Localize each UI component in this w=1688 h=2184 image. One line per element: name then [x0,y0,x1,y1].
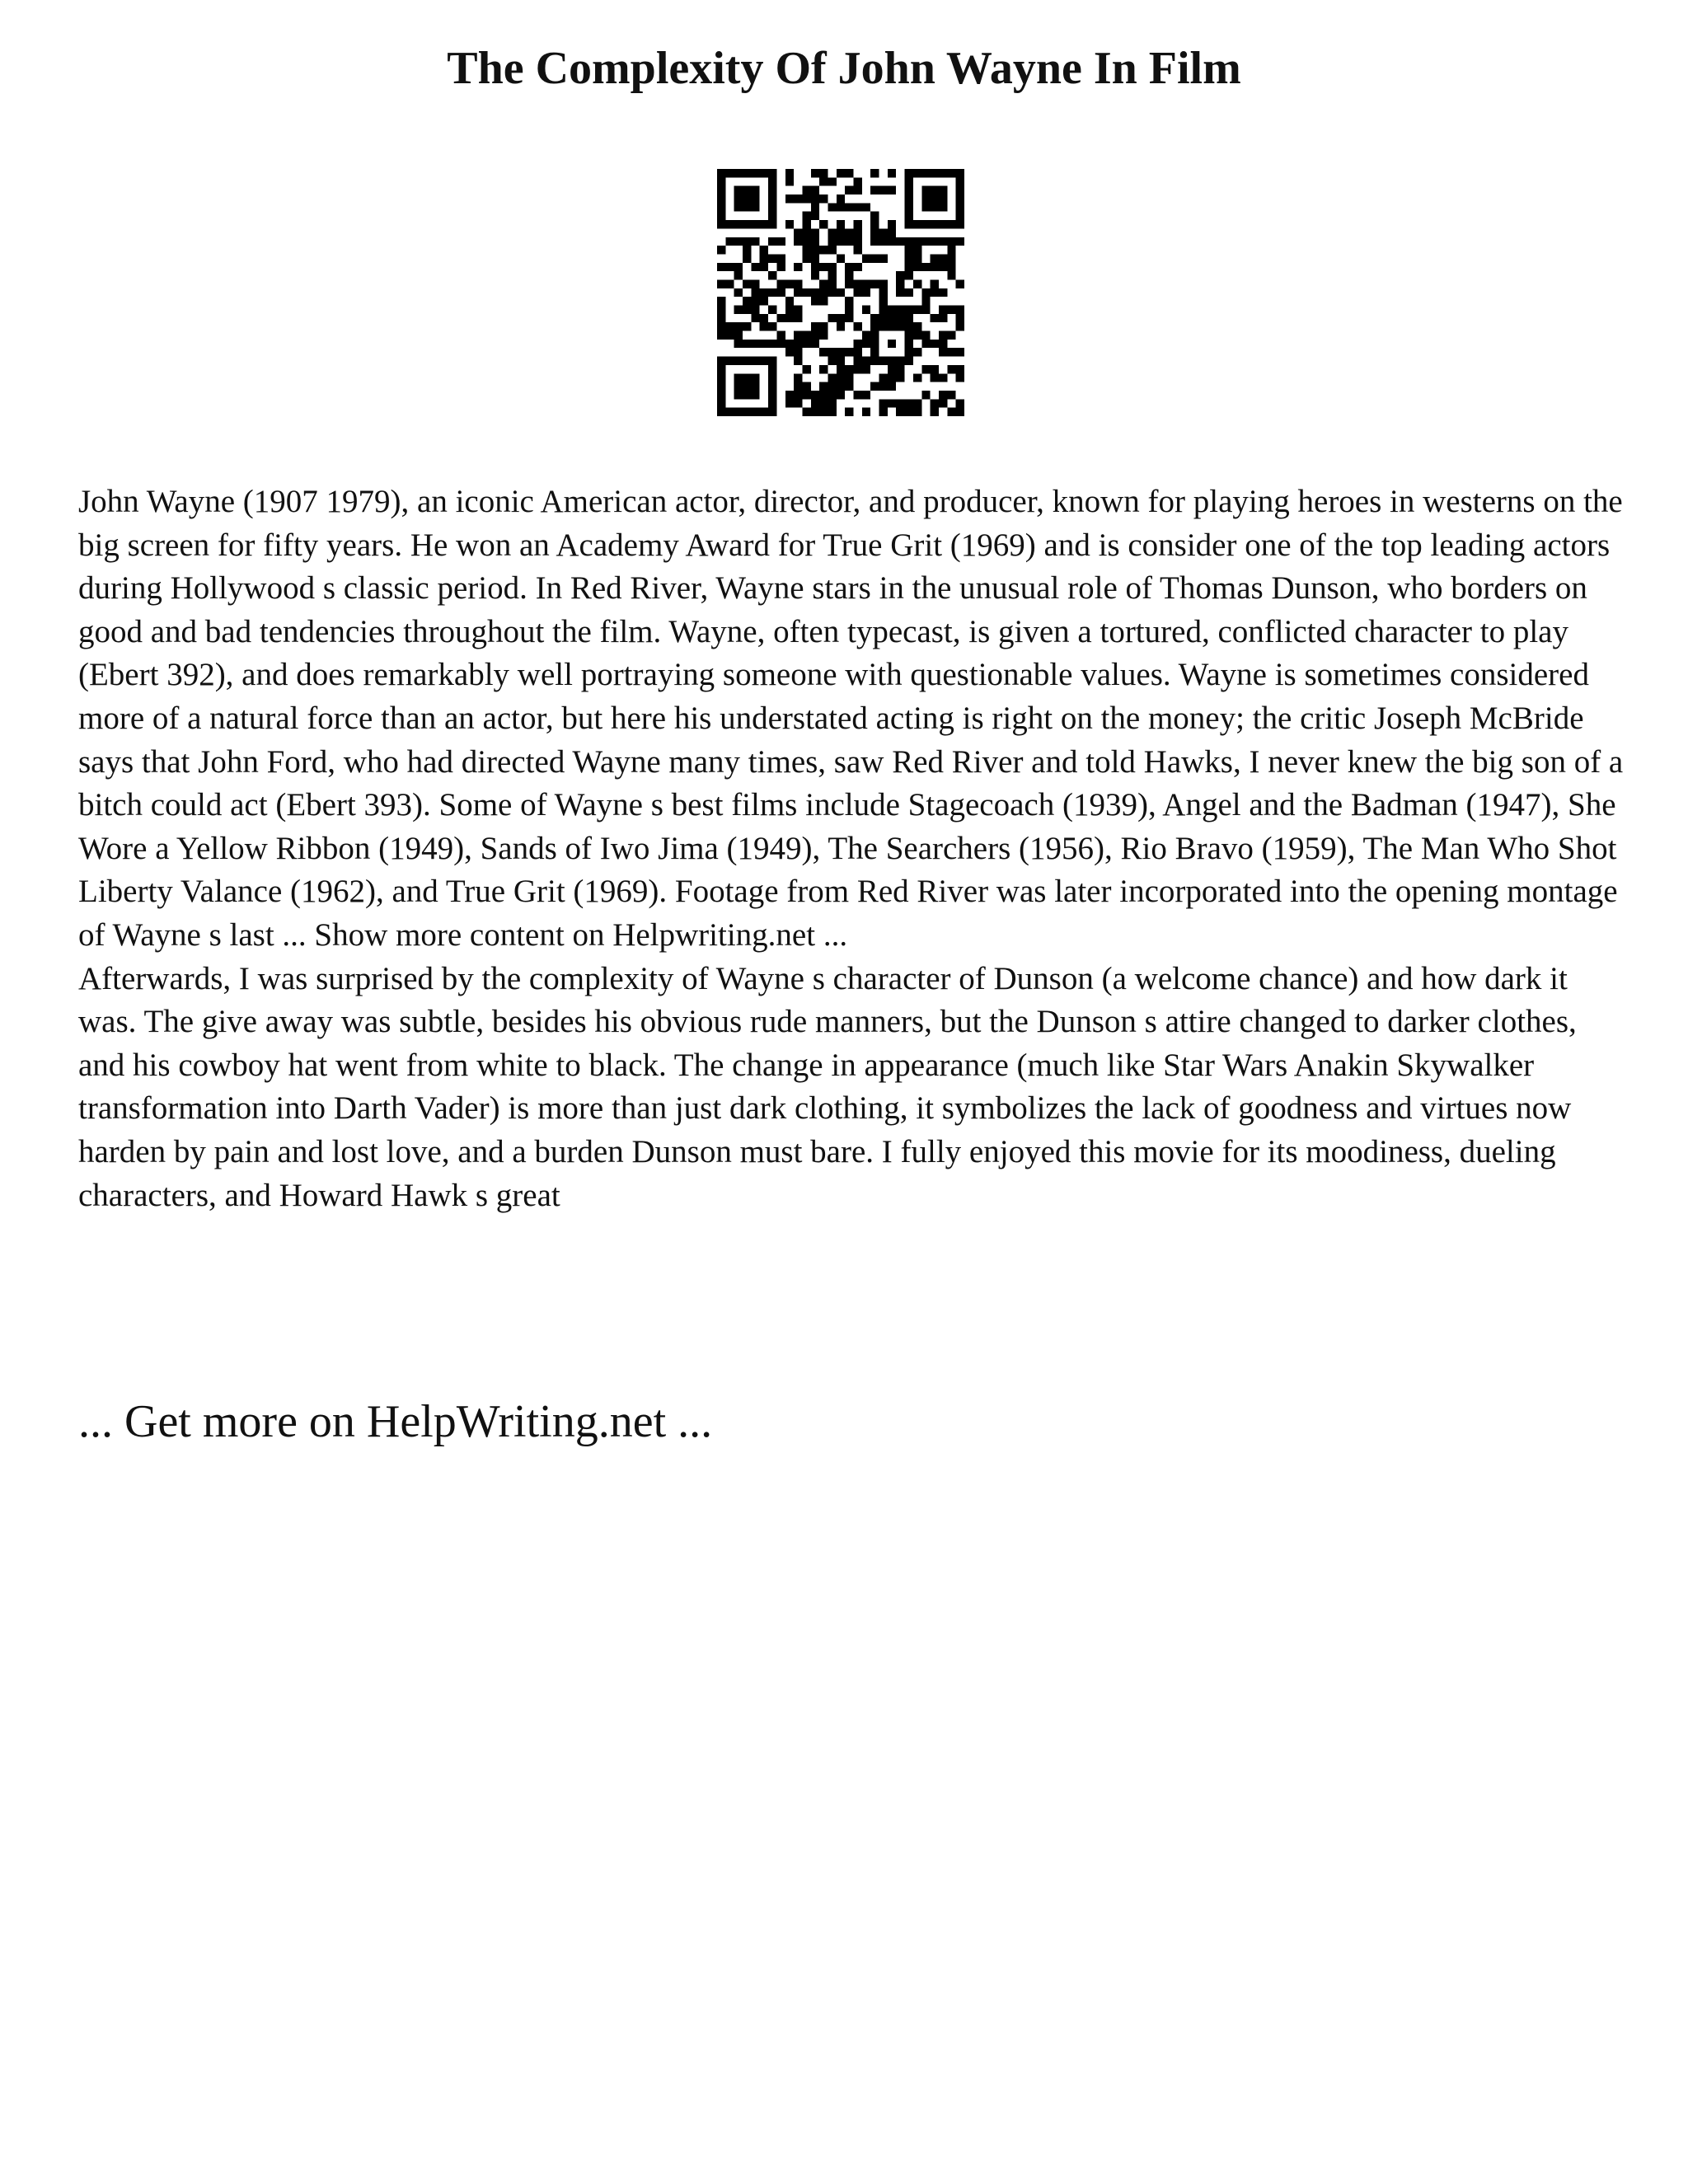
article-paragraph-1: John Wayne (1907 1979), an iconic American actor, director, and producer, known for playing heroes in westerns on the big screen for fifty years. He won an Academy Award for True Grit (1969) and is consider one of the top leading actors during Hollywood s classic period. In Red River, Wayne stars in the unusual role of Thomas Dunson, who borders on good and bad tendencies throughout the film. Wayne, often typecast, is given a tortured, conflicted character to play (Ebert 392), and does remarkably well portraying someone with questionable values. Wayne is sometimes considered more of a natural force than an actor, but here his understated acting is right on the money; the critic Joseph McBride says that John Ford, who had directed Wayne many times, saw Red River and told Hawks, I never knew the big son of a bitch could act (Ebert 393). Some of Wayne s best films include Stagecoach (1939), Angel and the Badman (1947), She Wore a Yellow Ribbon (1949), Sands of Iwo Jima (1949), The Searchers (1956), Rio Bravo (1959), The Man Who Shot Liberty Valance (1962), and True Grit (1969). Footage from Red River was later incorporated into the opening montage of Wayne s last ... Show more content on Helpwriting.net ... [78,484,1624,953]
article-paragraph-2: Afterwards, I was surprised by the complexity of Wayne s character of Dunson (a welcome chance) and how dark it was. The give away was subtle, besides his obvious rude manners, but the Dunson s attire changed to darker clothes, and his cowboy hat went from white to black. The change in appearance (much like Star Wars Anakin Skywalker transformation into Darth Vader) is more than just dark clothing, it symbolizes the lack of goodness and virtues now harden by pain and lost love, and a burden Dunson must bare. I fully enjoyed this movie for its moodiness, dueling characters, and Howard Hawk s great [78,960,1577,1213]
article-body [78,480,1628,1217]
qr-code-graphic [717,169,964,416]
page-title: The Complexity Of John Wayne In Film [447,43,1241,94]
get-more-link[interactable]: ... Get more on HelpWriting.net ... [78,1396,713,1447]
qr-code-icon [717,169,964,416]
